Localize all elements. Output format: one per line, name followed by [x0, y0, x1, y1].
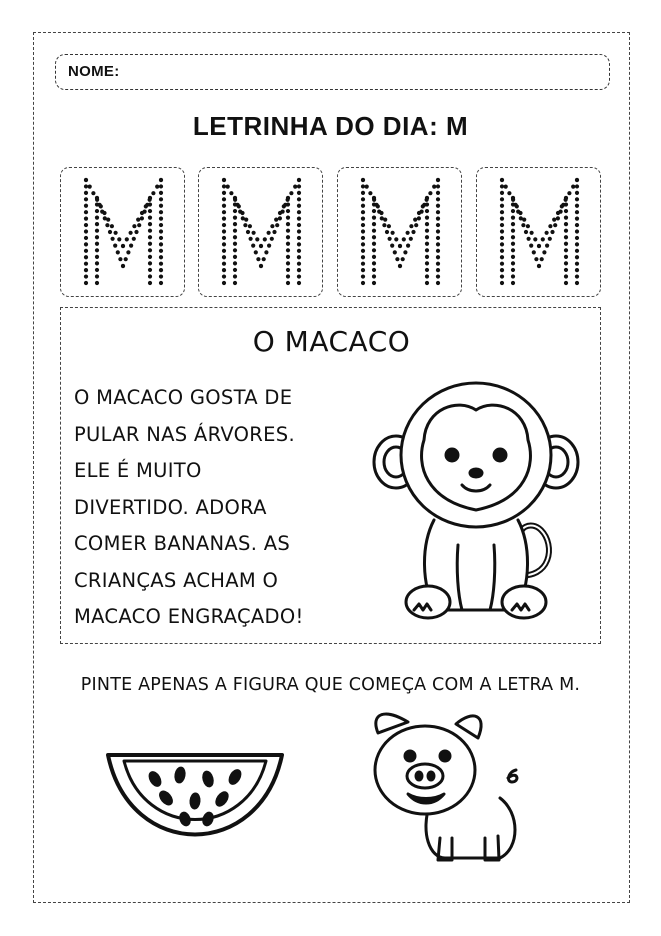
story-line: PULAR NAS ÁRVORES. [74, 422, 295, 446]
story-title: O MACACO [252, 325, 411, 358]
monkey-icon [366, 370, 586, 630]
story-line: DIVERTIDO. ADORA [74, 495, 267, 519]
dotted-letter-icon [199, 168, 324, 298]
story-text [74, 380, 304, 636]
story-line: ELE É MUITO [74, 459, 202, 482]
tracing-tile-2[interactable] [198, 167, 323, 297]
story-line: O MACACO GOSTA DE [74, 386, 293, 409]
story-line: MACACO ENGRAÇADO! [74, 605, 304, 628]
story-line: COMER BANANAS. AS [74, 532, 291, 555]
dotted-letter-icon [477, 168, 602, 298]
watermelon-icon[interactable] [100, 743, 290, 853]
activity-instruction: PINTE APENAS A FIGURA QUE COMEÇA COM A LETRA M. [80, 675, 581, 695]
dotted-letter-icon [338, 168, 463, 298]
tracing-tile-1[interactable] [60, 167, 185, 297]
tracing-tile-4[interactable] [476, 167, 601, 297]
name-field[interactable] [55, 54, 610, 90]
tracing-tile-3[interactable] [337, 167, 462, 297]
story-line: CRIANÇAS ACHAM O [74, 568, 279, 592]
page-title: LETRINHA DO DIA: M [192, 111, 469, 141]
story-box [60, 307, 601, 644]
dotted-letter-icon [61, 168, 186, 298]
name-label: NOME: [68, 63, 120, 80]
pig-icon[interactable] [360, 708, 530, 868]
